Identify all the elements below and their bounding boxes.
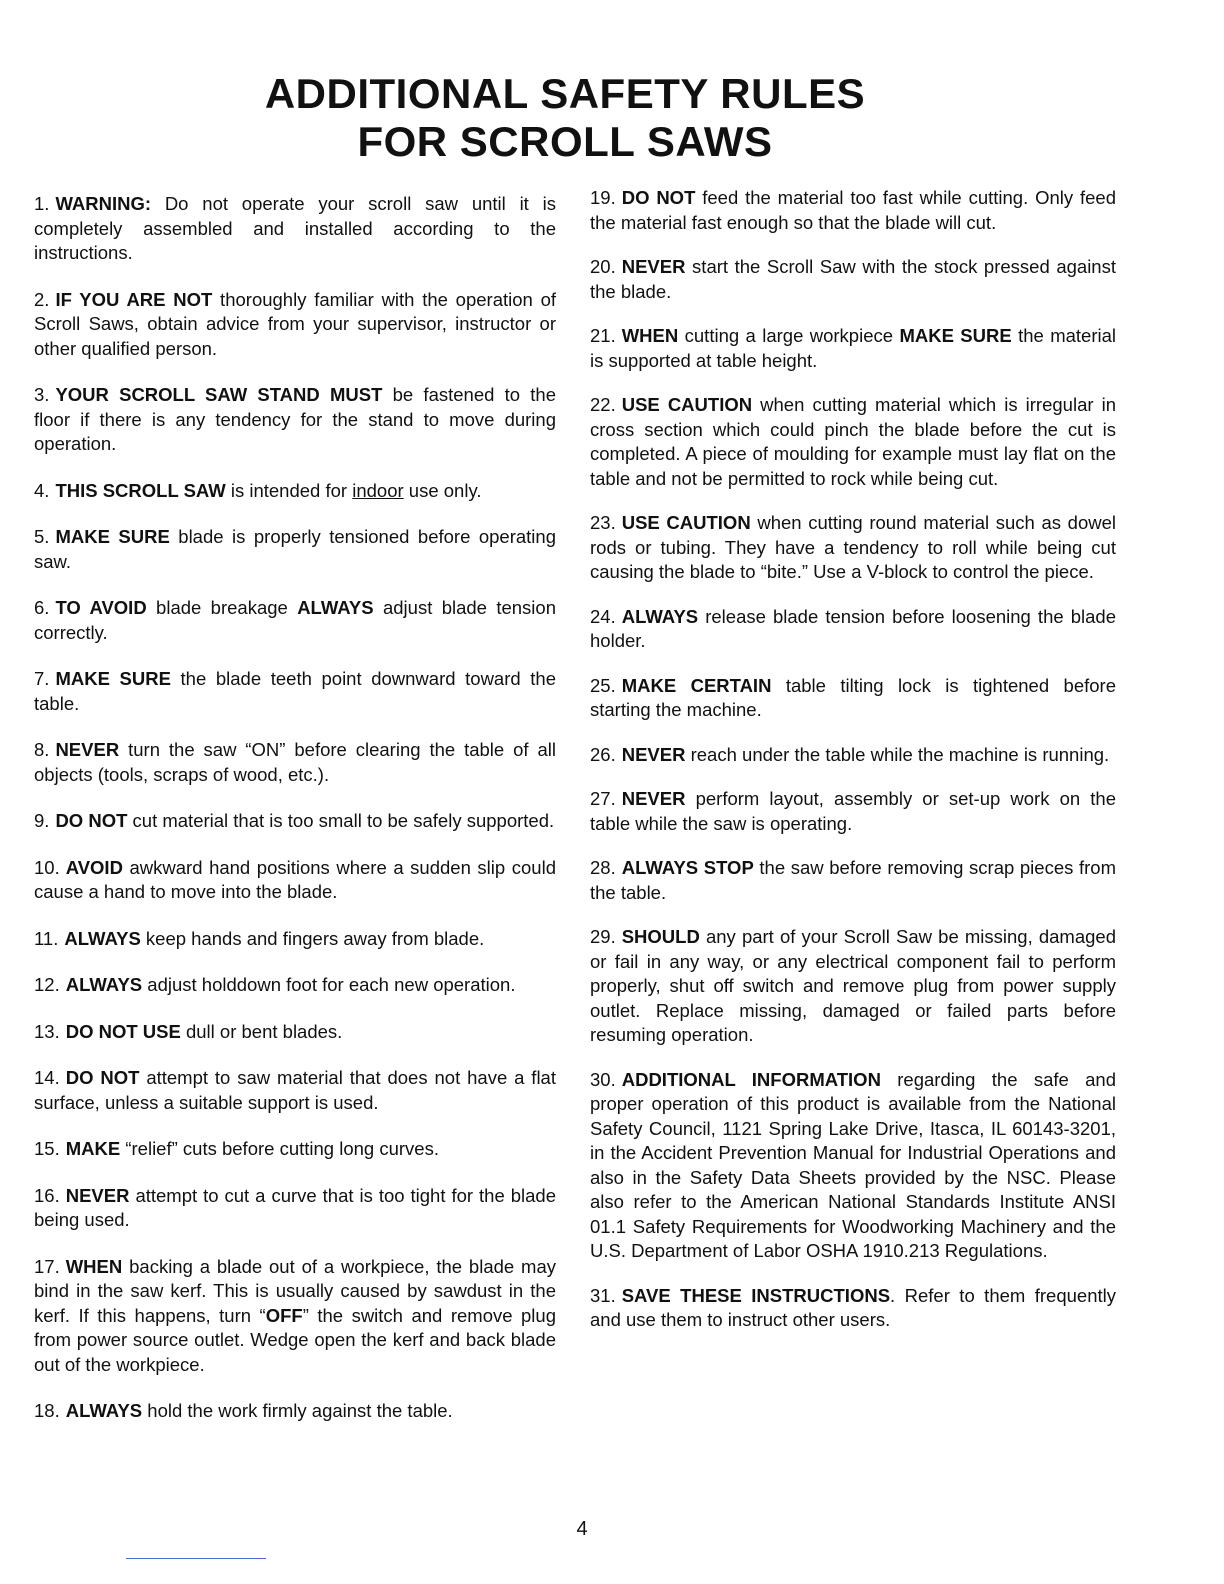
rule-15 bbox=[34, 1137, 556, 1162]
rule-keyword: NEVER bbox=[621, 788, 686, 809]
rule-4 bbox=[34, 479, 556, 504]
rule-number: 27. bbox=[590, 788, 616, 809]
rule-keyword: USE CAUTION bbox=[621, 512, 751, 533]
rule-keyword: NEVER bbox=[621, 743, 686, 765]
rule-text: the saw before removing scrap pieces from the table. bbox=[590, 857, 1116, 903]
rule-text: when cutting round material such as dowel rods or tubing. They have a tendency to roll while being cut causing the blade to “bite.” Use a V-block to control the piece. bbox=[590, 512, 1117, 582]
rule-keyword: WHEN bbox=[65, 1255, 123, 1277]
rule-number: 23. bbox=[590, 512, 616, 533]
rule-keyword: MAKE bbox=[65, 1138, 121, 1159]
rule-10 bbox=[34, 856, 556, 905]
rule-number: 24. bbox=[590, 605, 616, 627]
rule-number: 19. bbox=[590, 187, 616, 208]
rule-number: 9. bbox=[34, 810, 50, 831]
rule-text: start the Scroll Saw with the stock pressed against the blade. bbox=[590, 256, 1116, 302]
rule-keyword: MAKE SURE bbox=[55, 668, 171, 689]
rule-number: 25. bbox=[590, 674, 616, 696]
rule-text: be fastened to the floor if there is any tendency for the stand to move during operation. bbox=[34, 384, 556, 454]
rule-text: hold the work firmly against the table. bbox=[142, 1400, 453, 1421]
rule-text: attempt to cut a curve that is too tight for the blade being used. bbox=[34, 1184, 556, 1230]
rule-number: 30. bbox=[590, 1068, 616, 1090]
rule-number: 8. bbox=[34, 739, 50, 760]
rule-keyword: ALWAYS bbox=[297, 597, 374, 618]
rule-keyword: NEVER bbox=[55, 739, 120, 760]
rule-number: 6. bbox=[34, 597, 50, 618]
rule-number: 5. bbox=[34, 526, 50, 547]
rule-keyword: ALWAYS STOP bbox=[621, 857, 754, 878]
rule-text: attempt to saw material that does not have a flat surface, unless a suitable support is used. bbox=[34, 1067, 556, 1113]
rule-keyword: SAVE THESE INSTRUCTIONS bbox=[621, 1284, 891, 1306]
rule-keyword: TO AVOID bbox=[55, 597, 147, 618]
rule-text: any part of your Scroll Saw be missing, damaged or fail in any way, or any electrical component fail to perform properly, shut off switch and remove plug from power supply outlet. Replace missing, damaged or failed parts before resuming operation. bbox=[590, 926, 1116, 1045]
rule-20 bbox=[590, 255, 1116, 304]
rule-5 bbox=[34, 525, 556, 574]
rule-text: turn the saw “ON” before clearing the table of all objects (tools, scraps of wood, etc.). bbox=[34, 739, 556, 785]
rule-text: the material is supported at table height. bbox=[590, 325, 1117, 371]
rule-text: table tilting lock is tightened before starting the machine. bbox=[590, 674, 1116, 720]
rule-keyword: NEVER bbox=[65, 1184, 130, 1206]
rule-23 bbox=[590, 511, 1116, 585]
rule-number: 1. bbox=[34, 193, 50, 214]
rule-keyword: IF YOU ARE NOT bbox=[55, 288, 213, 310]
rule-30 bbox=[590, 1068, 1116, 1264]
rule-keyword: DO NOT bbox=[55, 810, 128, 831]
rule-number: 3. bbox=[34, 384, 50, 405]
rule-text: the blade teeth point downward toward the table. bbox=[34, 668, 556, 714]
rule-31 bbox=[590, 1284, 1116, 1333]
rule-text: is intended for bbox=[225, 479, 353, 501]
rule-28 bbox=[590, 856, 1116, 905]
rule-number: 12. bbox=[34, 974, 60, 995]
rule-keyword: YOUR SCROLL SAW STAND MUST bbox=[55, 384, 383, 405]
rule-number: 11. bbox=[34, 927, 59, 949]
page-number: 4 bbox=[576, 1518, 588, 1540]
rule-18 bbox=[34, 1399, 556, 1424]
footer-divider bbox=[126, 1558, 266, 1559]
rule-number: 16. bbox=[34, 1184, 60, 1206]
rule-24 bbox=[590, 605, 1116, 654]
rule-number: 20. bbox=[590, 256, 616, 277]
rule-keyword: THIS SCROLL SAW bbox=[55, 479, 226, 501]
rule-keyword: USE CAUTION bbox=[621, 394, 753, 415]
rule-19 bbox=[590, 186, 1116, 235]
rule-1 bbox=[34, 192, 556, 266]
rule-text: reach under the table while the machine is running. bbox=[685, 743, 1110, 765]
rule-keyword: MAKE SURE bbox=[55, 526, 170, 547]
rule-text: when cutting material which is irregular in cross section which could pinch the blade before the cut is completed. A piece of moulding for example must lay flat on the table and not be permitted to rock while being cut. bbox=[590, 394, 1116, 489]
rule-13 bbox=[34, 1020, 556, 1045]
rule-number: 17. bbox=[34, 1255, 60, 1277]
rule-number: 7. bbox=[34, 668, 50, 689]
rule-keyword: WARNING: bbox=[55, 193, 152, 214]
rule-9 bbox=[34, 809, 556, 834]
rule-number: 26. bbox=[590, 743, 616, 765]
rules-column-left bbox=[34, 192, 556, 1424]
rule-text: Do not operate your scroll saw until it is completely assembled and installed according to the instructions. bbox=[34, 193, 556, 263]
rule-8 bbox=[34, 738, 556, 787]
rule-text: regarding the safe and proper operation of this product is available from the National Safety Council, 1121 Spring Lake Drive, Itasca, IL 60143-3201, in the Accident Prevention Manual for Industrial Operations and also in the Safety Data Sheets provided by the NSC. Please also refer to the American National Standards Institute ANSI 01.1 Safety Requirements for Woodworking Machinery and the U.S. Department of Labor OSHA 1910.213 Regulations. bbox=[590, 1068, 1117, 1261]
rule-27 bbox=[590, 787, 1116, 836]
rule-underlined-text: indoor bbox=[352, 479, 404, 501]
rule-keyword: DO NOT USE bbox=[65, 1020, 181, 1042]
title-line-2: FOR SCROLL SAWS bbox=[357, 118, 773, 165]
rule-keyword: ALWAYS bbox=[65, 974, 143, 995]
rule-text: . Refer to them frequently and use them to instruct other users. bbox=[590, 1284, 1116, 1330]
rule-keyword: MAKE CERTAIN bbox=[621, 674, 772, 696]
rule-text: adjust blade tension correctly. bbox=[34, 597, 556, 643]
rule-2 bbox=[34, 288, 556, 362]
rule-number: 2. bbox=[34, 288, 50, 310]
rule-keyword: AVOID bbox=[65, 856, 123, 878]
rule-26 bbox=[590, 743, 1116, 768]
rule-keyword: DO NOT bbox=[65, 1067, 140, 1088]
rule-text: keep hands and fingers away from blade. bbox=[140, 927, 485, 949]
rule-number: 22. bbox=[590, 394, 616, 415]
rule-text: release blade tension before loosening the blade holder. bbox=[590, 605, 1116, 651]
rule-17 bbox=[34, 1255, 556, 1378]
rule-29 bbox=[590, 925, 1116, 1048]
rule-text: cut material that is too small to be safely supported. bbox=[127, 810, 555, 831]
rule-keyword: DO NOT bbox=[621, 187, 696, 208]
rules-column-right bbox=[590, 186, 1116, 1333]
page-title bbox=[0, 70, 1130, 166]
rule-keyword: ALWAYS bbox=[64, 927, 141, 949]
rule-text: use only. bbox=[403, 479, 482, 501]
rule-text: awkward hand positions where a sudden slip could cause a hand to move into the blade. bbox=[34, 856, 556, 902]
rule-14 bbox=[34, 1066, 556, 1115]
rule-text: thoroughly familiar with the operation of Scroll Saws, obtain advice from your supervisor, instructor or other qualified person. bbox=[34, 288, 556, 359]
rule-number: 13. bbox=[34, 1020, 60, 1042]
rule-text: “relief” cuts before cutting long curves. bbox=[120, 1138, 439, 1159]
rule-text: perform layout, assembly or set-up work on the table while the saw is operating. bbox=[590, 788, 1116, 834]
rule-text: ” the switch and remove plug from power source outlet. Wedge open the kerf and back blade out of the workpiece. bbox=[34, 1304, 556, 1375]
rule-12 bbox=[34, 973, 556, 998]
rule-number: 18. bbox=[34, 1400, 60, 1421]
rule-keyword: WHEN bbox=[621, 325, 679, 346]
rule-number: 15. bbox=[34, 1138, 60, 1159]
rule-number: 29. bbox=[590, 926, 616, 947]
rule-7 bbox=[34, 667, 556, 716]
rule-21 bbox=[590, 324, 1116, 373]
rule-text: cutting a large workpiece bbox=[678, 325, 900, 346]
rule-text: adjust holddown foot for each new operation. bbox=[142, 974, 516, 995]
rule-number: 21. bbox=[590, 325, 616, 346]
rule-keyword: ADDITIONAL INFORMATION bbox=[621, 1068, 881, 1090]
rule-keyword: ALWAYS bbox=[621, 605, 699, 627]
rule-text: dull or bent blades. bbox=[180, 1020, 343, 1042]
rule-11 bbox=[34, 927, 556, 952]
rule-number: 28. bbox=[590, 857, 616, 878]
rule-16 bbox=[34, 1184, 556, 1233]
rule-6 bbox=[34, 596, 556, 645]
rule-number: 14. bbox=[34, 1067, 60, 1088]
rule-number: 4. bbox=[34, 479, 50, 501]
rule-text: feed the material too fast while cutting. Only feed the material fast enough so that the blade will cut. bbox=[590, 187, 1116, 233]
rule-text: blade is properly tensioned before operating saw. bbox=[34, 526, 556, 572]
rule-22 bbox=[590, 393, 1116, 491]
rule-25 bbox=[590, 674, 1116, 723]
rule-keyword: MAKE SURE bbox=[899, 325, 1012, 346]
rule-keyword: OFF bbox=[265, 1304, 303, 1326]
title-line-1: ADDITIONAL SAFETY RULES bbox=[264, 70, 866, 117]
rule-keyword: SHOULD bbox=[621, 926, 700, 947]
rule-text: blade breakage bbox=[146, 597, 298, 618]
rule-text: backing a blade out of a workpiece, the blade may bind in the saw kerf. This is usually caused by sawdust in the kerf. If this happens, turn “ bbox=[34, 1255, 556, 1326]
rule-3 bbox=[34, 383, 556, 457]
rule-keyword: NEVER bbox=[621, 256, 686, 277]
rule-keyword: ALWAYS bbox=[65, 1400, 143, 1421]
rule-number: 31. bbox=[590, 1284, 616, 1306]
rule-number: 10. bbox=[34, 856, 60, 878]
